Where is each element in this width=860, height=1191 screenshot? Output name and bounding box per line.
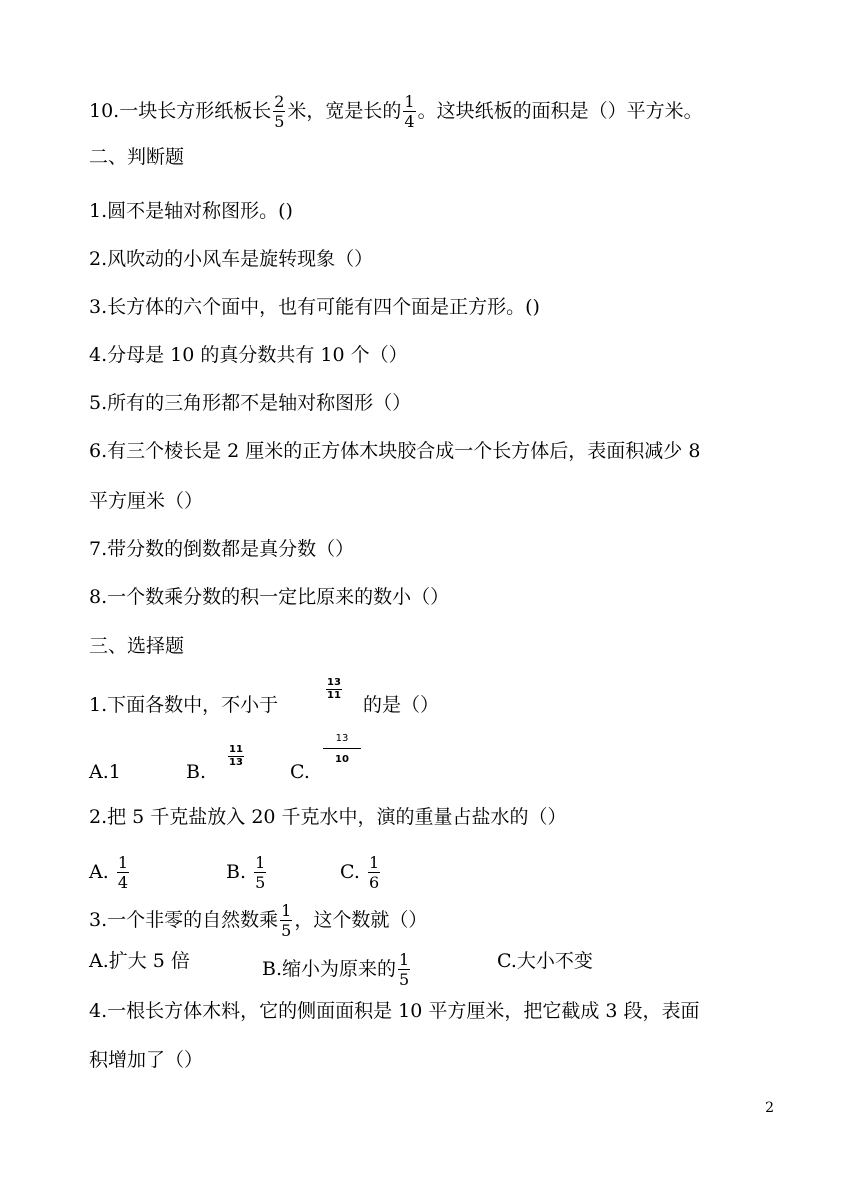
section-title-judge: 二、判断题 [89,146,185,168]
choice1-fraction-13-11: $\frac{13}{11}$ [327,677,341,701]
choice2-option-b: B. $\frac{1}{5}$ [226,853,266,892]
choice1-option-c-fraction: $\frac{13}{10}$ [323,734,361,765]
q10-text-mid: 米，宽是长的 [287,100,402,122]
choice2-option-c: C. $\frac{1}{6}$ [340,853,380,892]
judge-item-6: 6.有三个棱长是 2 厘米的正方体木块胶合成一个长方体后，表面积减少 8 [89,440,701,462]
choice3-option-a: A.扩大 5 倍 [89,950,190,972]
choice3-option-c: C.大小不变 [497,950,593,972]
choice-question-1: 1.下面各数中，不小于 [89,694,279,716]
judge-item-5: 5.所有的三角形都不是轴对称图形（） [89,392,412,414]
choice1-text-end: 的是（） [363,694,440,716]
judge-item-1: 1.圆不是轴对称图形。() [89,200,293,222]
choice1-option-b-fraction: $\frac{11}{13}$ [229,744,243,768]
choice-question-2: 2.把 5 千克盐放入 20 千克水中，演的重量占盐水的（） [89,806,567,828]
choice1-option-a: A.1 [89,761,121,783]
fraction-two-fifths: $\frac{2}{5}$ [274,92,285,131]
choice2-a-fraction: $\frac{1}{4}$ [117,853,128,892]
judge-item-8: 8.一个数乘分数的积一定比原来的数小（） [89,586,450,608]
q10-text-start: 10.一块长方形纸板长 [89,100,272,122]
choice3-fraction: $\frac{1}{5}$ [281,901,292,940]
choice-question-3: 3.一个非零的自然数乘 $\frac{1}{5}$ ，这个数就（） [89,901,428,940]
page-number: 2 [765,1100,774,1116]
choice2-c-fraction: $\frac{1}{6}$ [368,853,380,892]
fill-question-10 [89,94,703,130]
choice2-option-a: A. $\frac{1}{4}$ [89,853,128,892]
choice1-option-c-label: C. [290,761,310,783]
judge-item-7: 7.带分数的倒数都是真分数（） [89,538,355,560]
choice2-b-fraction: $\frac{1}{5}$ [255,853,266,892]
fraction-one-quarter: $\frac{1}{4}$ [404,92,415,131]
q10-text-end: 。这块纸板的面积是（）平方米。 [417,100,703,122]
choice-question-4-cont: 积增加了（） [89,1049,204,1071]
section-title-choice: 三、选择题 [89,635,185,657]
judge-item-2: 2.风吹动的小风车是旋转现象（） [89,248,374,270]
choice1-option-b-label: B. [186,761,207,783]
choice3-b-fraction: $\frac{1}{5}$ [399,950,410,989]
choice-question-4: 4.一根长方体木料，它的侧面面积是 10 平方厘米，把它截成 3 段，表面 [89,1000,700,1022]
judge-item-6-cont: 平方厘米（） [89,490,204,512]
judge-item-4: 4.分母是 10 的真分数共有 10 个（） [89,344,408,366]
choice3-option-b: B.缩小为原来的 $\frac{1}{5}$ [262,950,410,989]
judge-item-3: 3.长方体的六个面中，也有可能有四个面是正方形。() [89,296,540,318]
